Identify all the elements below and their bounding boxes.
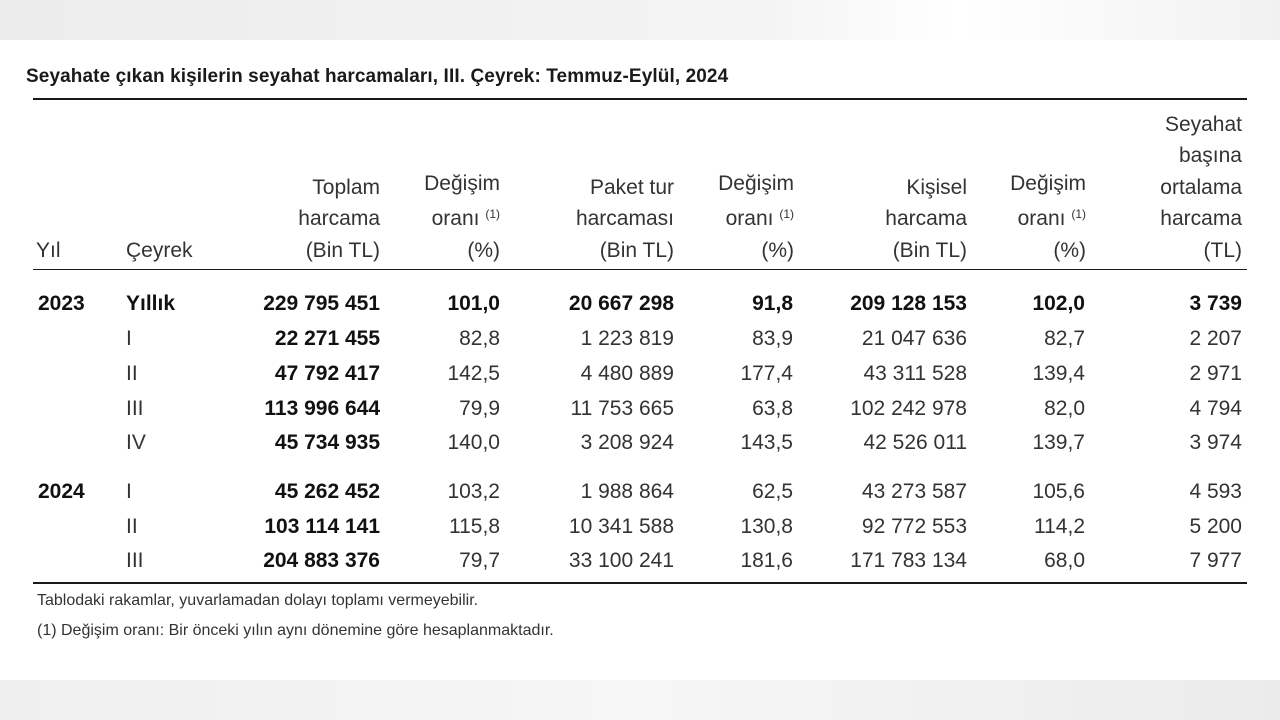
cell-ortalama: 3 739 xyxy=(1189,292,1242,315)
cell-quarter: Yıllık xyxy=(126,292,176,315)
cell-toplam: 22 271 455 xyxy=(274,327,380,350)
cell-ortalama: 5 200 xyxy=(1189,515,1242,538)
cell-degisim-1: 140,0 xyxy=(447,431,500,454)
cell-quarter: I xyxy=(126,480,132,503)
cell-kisisel: 209 128 153 xyxy=(850,292,967,315)
cell-quarter: III xyxy=(126,549,144,572)
cell-degisim-2: 83,9 xyxy=(752,327,793,350)
cell-degisim-1: 79,9 xyxy=(459,397,500,420)
table-row xyxy=(0,477,1280,507)
cell-degisim-3: 68,0 xyxy=(1044,549,1085,572)
cell-year: 2023 xyxy=(38,292,85,315)
cell-degisim-3: 105,6 xyxy=(1032,480,1085,503)
cell-degisim-3: 102,0 xyxy=(1032,292,1085,315)
cell-kisisel: 43 311 528 xyxy=(863,362,967,385)
bottom-band xyxy=(0,680,1280,720)
cell-kisisel: 42 526 011 xyxy=(863,431,967,454)
cell-quarter: III xyxy=(126,397,144,420)
cell-kisisel: 92 772 553 xyxy=(861,515,967,538)
footnote-change-rate: (1) Değişim oranı: Bir önceki yılın aynı dönemine göre hesaplanmaktadır. xyxy=(37,622,554,639)
cell-toplam: 45 262 452 xyxy=(274,480,380,503)
cell-degisim-1: 103,2 xyxy=(447,480,500,503)
cell-degisim-1: 142,5 xyxy=(447,362,500,385)
header-degisim-1: Değişim oranı $^{(1)}$ (%) xyxy=(424,171,500,262)
cell-degisim-1: 79,7 xyxy=(459,549,500,572)
cell-paket: 10 341 588 xyxy=(568,515,674,538)
table-row xyxy=(0,546,1280,576)
table-row xyxy=(0,394,1280,424)
cell-quarter: I xyxy=(126,327,132,350)
cell-paket: 4 480 889 xyxy=(580,362,674,385)
cell-degisim-2: 177,4 xyxy=(740,362,793,385)
cell-paket: 20 667 298 xyxy=(568,292,674,315)
cell-degisim-1: 115,8 xyxy=(449,515,500,538)
cell-quarter: II xyxy=(126,362,138,385)
cell-degisim-3: 114,2 xyxy=(1034,515,1085,538)
cell-paket: 11 753 665 xyxy=(570,397,674,420)
cell-ortalama: 2 971 xyxy=(1189,362,1242,385)
cell-toplam: 204 883 376 xyxy=(263,549,380,572)
cell-degisim-2: 91,8 xyxy=(752,292,793,315)
header-yil: Yıl xyxy=(36,238,61,262)
cell-degisim-2: 130,8 xyxy=(740,515,793,538)
header-degisim-3: Değişim oranı $^{(1)}$ (%) xyxy=(1010,171,1086,262)
header-degisim-2: Değişim oranı $^{(1)}$ (%) xyxy=(718,171,794,262)
cell-paket: 1 988 864 xyxy=(580,480,674,503)
cell-toplam: 45 734 935 xyxy=(274,431,380,454)
cell-toplam: 47 792 417 xyxy=(274,362,380,385)
cell-degisim-2: 63,8 xyxy=(752,397,793,420)
cell-paket: 3 208 924 xyxy=(580,431,674,454)
cell-toplam: 103 114 141 xyxy=(264,515,380,538)
cell-ortalama: 3 974 xyxy=(1189,431,1242,454)
cell-kisisel: 21 047 636 xyxy=(861,327,967,350)
cell-paket: 1 223 819 xyxy=(580,327,674,350)
cell-kisisel: 43 273 587 xyxy=(861,480,967,503)
cell-toplam: 113 996 644 xyxy=(264,397,380,420)
header-paket: Paket tur harcaması (Bin TL) xyxy=(575,175,674,262)
cell-kisisel: 102 242 978 xyxy=(850,397,967,420)
cell-ortalama: 7 977 xyxy=(1189,549,1242,572)
header-ortalama: Seyahat başına ortalama harcama (TL) xyxy=(1160,112,1242,262)
table-row xyxy=(0,359,1280,389)
header-toplam: Toplam harcama (Bin TL) xyxy=(298,175,380,262)
table-title: Seyahate çıkan kişilerin seyahat harcamaları, III. Çeyrek: Temmuz-Eylül, 2024 xyxy=(26,66,729,87)
header-ceyrek: Çeyrek xyxy=(126,238,193,262)
cell-ortalama: 4 794 xyxy=(1189,397,1242,420)
cell-kisisel: 171 783 134 xyxy=(850,549,967,572)
bottom-rule xyxy=(33,582,1247,584)
cell-degisim-2: 143,5 xyxy=(740,431,793,454)
cell-ortalama: 4 593 xyxy=(1189,480,1242,503)
cell-degisim-3: 82,0 xyxy=(1044,397,1085,420)
cell-degisim-1: 82,8 xyxy=(459,327,500,350)
table-row xyxy=(0,289,1280,319)
table-row xyxy=(0,512,1280,542)
table-row xyxy=(0,428,1280,458)
cell-quarter: IV xyxy=(126,431,146,454)
cell-degisim-3: 82,7 xyxy=(1044,327,1085,350)
cell-ortalama: 2 207 xyxy=(1189,327,1242,350)
cell-quarter: II xyxy=(126,515,138,538)
cell-paket: 33 100 241 xyxy=(568,549,674,572)
header-kisisel: Kişisel harcama (Bin TL) xyxy=(885,175,967,262)
cell-year: 2024 xyxy=(38,480,85,503)
top-band xyxy=(0,0,1280,40)
cell-toplam: 229 795 451 xyxy=(263,292,380,315)
cell-degisim-3: 139,4 xyxy=(1032,362,1085,385)
cell-degisim-1: 101,0 xyxy=(447,292,500,315)
table-row xyxy=(0,324,1280,354)
cell-degisim-2: 181,6 xyxy=(740,549,793,572)
cell-degisim-3: 139,7 xyxy=(1032,431,1085,454)
cell-degisim-2: 62,5 xyxy=(752,480,793,503)
footnote-rounding: Tablodaki rakamlar, yuvarlamadan dolayı toplamı vermeyebilir. xyxy=(37,592,479,609)
